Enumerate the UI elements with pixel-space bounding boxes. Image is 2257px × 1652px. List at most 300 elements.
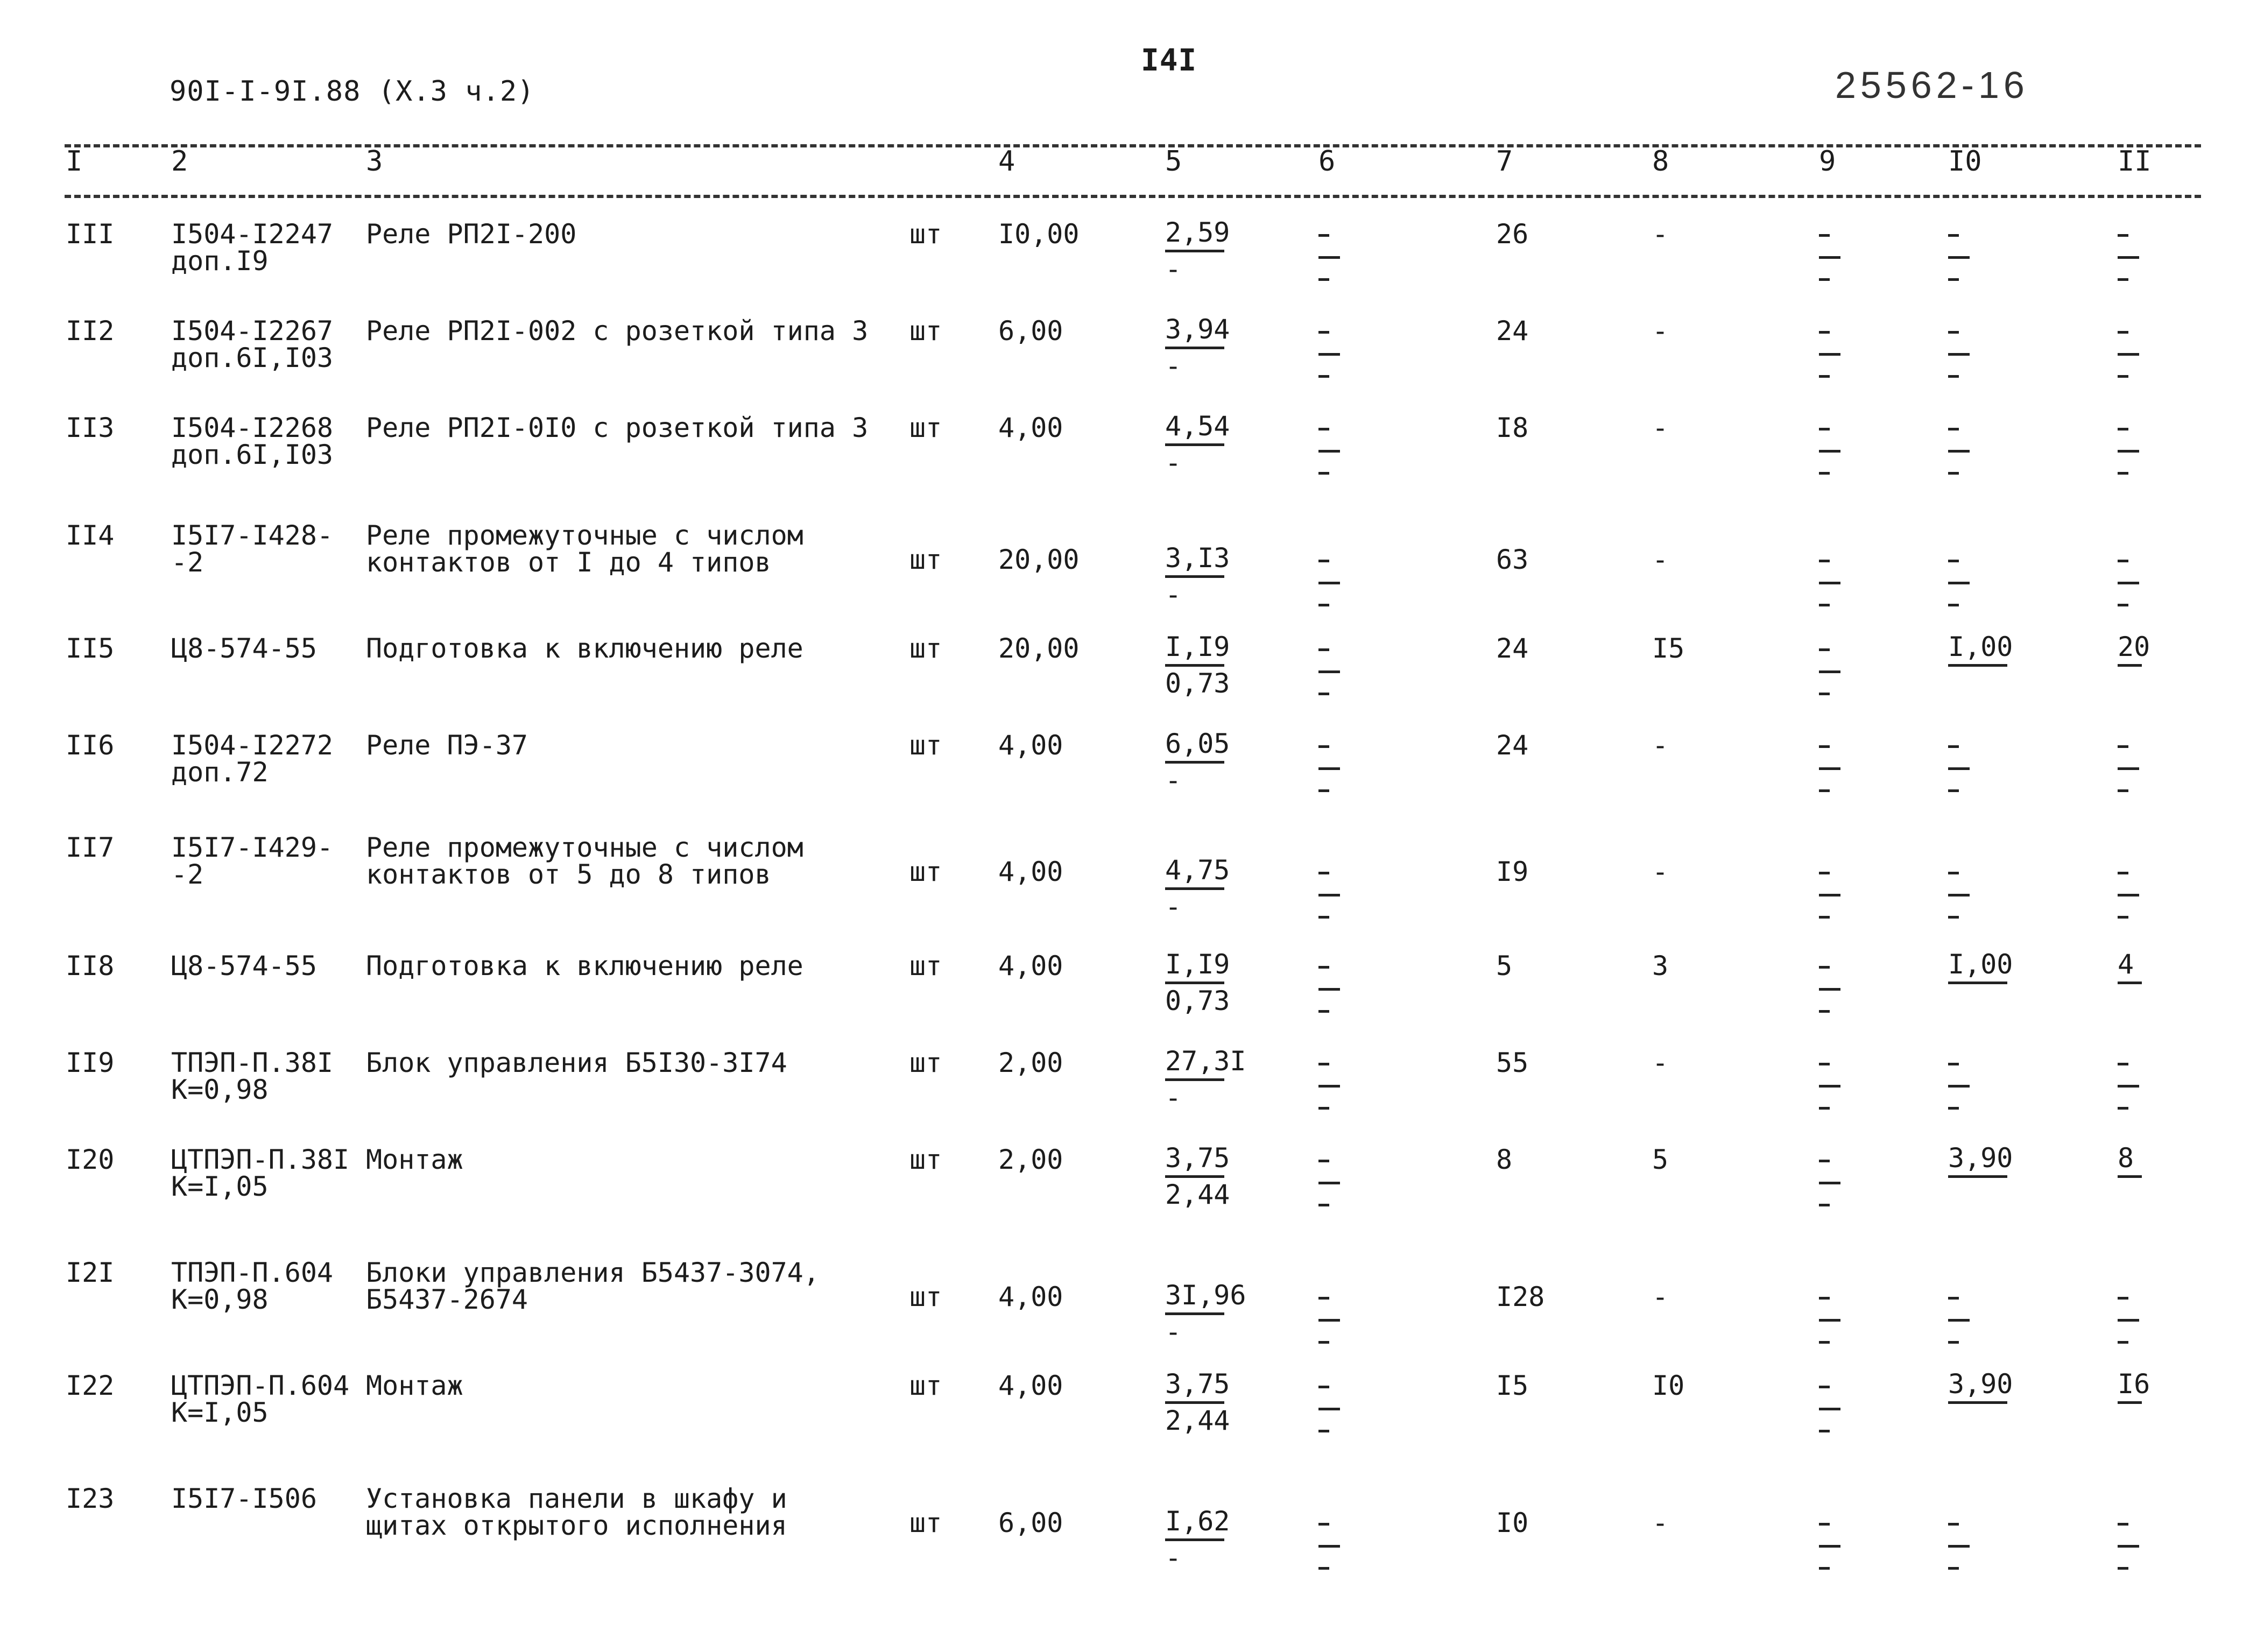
col11-bar xyxy=(2118,1175,2142,1178)
column-header: II xyxy=(2118,145,2152,178)
col7-value: 24 xyxy=(1496,730,1529,761)
dash-mark xyxy=(1948,1319,1970,1322)
dash-mark xyxy=(1819,1386,1830,1388)
unit: шт xyxy=(909,1281,942,1312)
dash-stack xyxy=(1318,648,1340,715)
dash-stack xyxy=(2118,234,2139,300)
dash-mark xyxy=(2118,450,2139,453)
dash-mark xyxy=(1819,670,1840,673)
dash-mark xyxy=(1948,375,1959,378)
fraction-denominator: - xyxy=(1165,253,1182,285)
dash-mark xyxy=(1948,1063,1959,1065)
dash-mark xyxy=(1948,745,1959,748)
fraction-bar xyxy=(1165,1078,1224,1081)
dash-mark xyxy=(1819,353,1840,356)
fraction-numerator: 3,75 xyxy=(1165,1368,1230,1400)
col7-value: I8 xyxy=(1496,412,1529,443)
dash-mark xyxy=(1819,375,1830,378)
column-header: I xyxy=(66,145,83,178)
work-name: Блоки управления Б5437-3074, Б5437-2674 xyxy=(366,1257,820,1315)
dash-mark xyxy=(1948,582,1970,584)
col8-value: - xyxy=(1652,1047,1669,1078)
col11-number: 8 xyxy=(2118,1142,2134,1174)
dash-mark xyxy=(1318,1085,1340,1088)
col10-number: I,00 xyxy=(1948,949,2013,980)
dash-mark xyxy=(1948,916,1959,919)
col7-value: 24 xyxy=(1496,315,1529,347)
dash-stack xyxy=(1948,428,1970,494)
fraction-cell xyxy=(1165,314,1230,382)
dash-stack xyxy=(1318,1160,1340,1226)
col7-value: 55 xyxy=(1496,1047,1529,1078)
dash-mark xyxy=(2118,1297,2128,1300)
quantity: 6,00 xyxy=(998,315,1063,347)
fraction-denominator: - xyxy=(1165,1542,1182,1573)
dash-mark xyxy=(2118,1107,2128,1110)
col11-number: 4 xyxy=(2118,949,2134,980)
col10-value xyxy=(1948,1369,2013,1407)
fraction-cell xyxy=(1165,949,1230,1014)
work-name: Монтаж xyxy=(366,1370,463,1401)
dash-mark xyxy=(2118,560,2128,562)
dash-mark xyxy=(1819,1010,1830,1013)
col8-value: I5 xyxy=(1652,633,1685,664)
dash-mark xyxy=(1948,1341,1959,1344)
dash-stack xyxy=(2118,560,2139,626)
fraction-cell xyxy=(1165,1280,1246,1345)
work-name: Реле РП2I-200 xyxy=(366,218,577,250)
dash-mark xyxy=(1318,745,1329,748)
dash-mark xyxy=(1318,916,1329,919)
col7-value: I28 xyxy=(1496,1281,1545,1312)
col11-value xyxy=(2118,632,2150,670)
dash-mark xyxy=(1318,560,1329,562)
dash-mark xyxy=(1819,1430,1830,1432)
dash-mark xyxy=(1318,450,1340,453)
dash-mark xyxy=(1318,1160,1329,1162)
dash-mark xyxy=(1819,604,1830,606)
col7-value: I0 xyxy=(1496,1507,1529,1538)
col10-bar xyxy=(1948,1401,2007,1404)
dash-mark xyxy=(1318,1010,1329,1013)
fraction-bar xyxy=(1165,1538,1224,1541)
norm-code: ЦТПЭП-П.604 К=I,05 xyxy=(171,1370,350,1428)
column-header: 2 xyxy=(171,145,188,178)
fraction-denominator: - xyxy=(1165,1082,1182,1113)
dash-mark xyxy=(1819,1085,1840,1088)
fraction-bar xyxy=(1165,1312,1224,1315)
dash-mark xyxy=(1819,472,1830,475)
dash-mark xyxy=(1948,1297,1959,1300)
norm-code: I5I7-I506 xyxy=(171,1483,317,1514)
dash-mark xyxy=(1318,234,1329,237)
dash-stack xyxy=(1948,745,1970,811)
unit: шт xyxy=(909,633,942,664)
dash-stack xyxy=(1948,872,1970,938)
fraction-denominator: - xyxy=(1165,447,1182,478)
row-number: II2 xyxy=(66,315,115,347)
fraction-denominator: - xyxy=(1165,891,1182,922)
dash-mark xyxy=(1819,988,1840,991)
dash-stack xyxy=(1819,428,1840,494)
fraction-cell xyxy=(1165,632,1230,697)
dash-mark xyxy=(2118,331,2128,334)
dash-mark xyxy=(1819,966,1830,969)
norm-code: I504-I2268 доп.6I,I03 xyxy=(171,412,334,470)
norm-code: ТПЭП-П.38I К=0,98 xyxy=(171,1047,334,1105)
dash-mark xyxy=(1819,256,1840,259)
fraction-denominator: - xyxy=(1165,350,1182,382)
dash-mark xyxy=(1819,767,1840,770)
row-number: II9 xyxy=(66,1047,115,1078)
col10-value xyxy=(1948,949,2013,987)
col10-number: 3,90 xyxy=(1948,1142,2013,1174)
dash-mark xyxy=(1819,1523,1830,1526)
dash-mark xyxy=(2118,428,2128,430)
dash-mark xyxy=(1819,1408,1840,1410)
col8-value: - xyxy=(1652,218,1669,250)
fraction-denominator: - xyxy=(1165,579,1182,610)
dash-mark xyxy=(1948,472,1959,475)
fraction-cell xyxy=(1165,1506,1230,1571)
dash-stack xyxy=(1819,1523,1840,1589)
fraction-numerator: 3,I3 xyxy=(1165,542,1230,574)
fraction-cell xyxy=(1165,1046,1246,1111)
dash-stack xyxy=(1948,1297,1970,1363)
fraction-bar xyxy=(1165,761,1224,764)
dash-mark xyxy=(2118,1341,2128,1344)
dash-mark xyxy=(2118,1319,2139,1322)
dash-mark xyxy=(1318,966,1329,969)
dash-stack xyxy=(1948,234,1970,300)
dash-mark xyxy=(1318,1204,1329,1206)
column-header: I0 xyxy=(1948,145,1982,178)
dash-mark xyxy=(1819,278,1830,281)
unit: шт xyxy=(909,1507,942,1538)
fraction-bar xyxy=(1165,1401,1224,1404)
col11-value xyxy=(2118,1143,2142,1181)
dash-stack xyxy=(1318,1386,1340,1452)
quantity: 4,00 xyxy=(998,950,1063,982)
col10-number: 3,90 xyxy=(1948,1368,2013,1400)
dash-mark xyxy=(1318,872,1329,874)
unit: шт xyxy=(909,1047,942,1078)
dash-mark xyxy=(1318,648,1329,651)
dash-mark xyxy=(1318,693,1329,695)
dash-mark xyxy=(1948,428,1959,430)
fraction-cell xyxy=(1165,855,1230,920)
dash-mark xyxy=(1948,353,1970,356)
norm-code: Ц8-574-55 xyxy=(171,950,317,982)
dash-mark xyxy=(1318,428,1329,430)
dash-stack xyxy=(1948,560,1970,626)
column-header: 6 xyxy=(1318,145,1336,178)
dash-mark xyxy=(1318,1430,1329,1432)
norm-code: ЦТПЭП-П.38I К=I,05 xyxy=(171,1144,350,1202)
dash-stack xyxy=(1819,648,1840,715)
dash-stack xyxy=(2118,872,2139,938)
col8-value: - xyxy=(1652,1281,1669,1312)
dash-mark xyxy=(1819,693,1830,695)
dash-mark xyxy=(2118,745,2128,748)
col10-value xyxy=(1948,1143,2013,1181)
dash-mark xyxy=(1318,604,1329,606)
quantity: 4,00 xyxy=(998,1370,1063,1401)
col10-value xyxy=(1948,632,2013,670)
dash-stack xyxy=(2118,1297,2139,1363)
dash-mark xyxy=(1948,256,1970,259)
col7-value: 26 xyxy=(1496,218,1529,250)
dash-mark xyxy=(2118,1085,2139,1088)
dash-mark xyxy=(1819,450,1840,453)
dash-stack xyxy=(1948,331,1970,397)
fraction-bar xyxy=(1165,887,1224,890)
unit: шт xyxy=(909,950,942,982)
dash-mark xyxy=(1318,472,1329,475)
dash-mark xyxy=(1318,1545,1340,1548)
quantity: 20,00 xyxy=(998,633,1080,664)
col8-value: - xyxy=(1652,856,1669,887)
dash-mark xyxy=(1318,789,1329,792)
norm-code: I5I7-I429- -2 xyxy=(171,832,334,890)
dash-mark xyxy=(1819,1341,1830,1344)
dash-mark xyxy=(1819,916,1830,919)
dash-mark xyxy=(1819,1160,1830,1162)
unit: шт xyxy=(909,218,942,250)
dash-mark xyxy=(1318,331,1329,334)
dash-stack xyxy=(1819,331,1840,397)
fraction-numerator: 6,05 xyxy=(1165,728,1230,759)
dash-mark xyxy=(1318,894,1340,896)
col11-bar xyxy=(2118,664,2142,667)
col8-value: - xyxy=(1652,315,1669,347)
work-name: Реле промежуточные с числом контактов от 5 до 8 типов xyxy=(366,832,803,890)
dash-mark xyxy=(1948,1085,1970,1088)
dash-stack xyxy=(1318,560,1340,626)
dash-stack xyxy=(1318,331,1340,397)
dash-stack xyxy=(2118,1063,2139,1129)
fraction-numerator: 4,54 xyxy=(1165,411,1230,442)
column-header: 3 xyxy=(366,145,383,178)
dash-stack xyxy=(1318,1297,1340,1363)
dash-mark xyxy=(1948,872,1959,874)
fraction-denominator: 0,73 xyxy=(1165,985,1230,1016)
quantity: 2,00 xyxy=(998,1144,1063,1175)
column-header-row xyxy=(0,145,2257,188)
dash-mark xyxy=(1948,789,1959,792)
dash-mark xyxy=(1318,1567,1329,1570)
col8-value: - xyxy=(1652,412,1669,443)
col10-number: I,00 xyxy=(1948,631,2013,662)
quantity: 4,00 xyxy=(998,856,1063,887)
column-header: 5 xyxy=(1165,145,1182,178)
column-header: 8 xyxy=(1652,145,1669,178)
row-number: II7 xyxy=(66,832,115,863)
work-name: Реле РП2I-0I0 с розеткой типа 3 xyxy=(366,412,869,443)
dash-mark xyxy=(2118,894,2139,896)
dash-stack xyxy=(2118,331,2139,397)
quantity: 4,00 xyxy=(998,1281,1063,1312)
dash-stack xyxy=(1318,1523,1340,1589)
dash-mark xyxy=(1819,1545,1840,1548)
dash-mark xyxy=(1318,375,1329,378)
dash-stack xyxy=(1318,428,1340,494)
dash-mark xyxy=(1318,1523,1329,1526)
dash-mark xyxy=(1948,450,1970,453)
dash-stack xyxy=(1948,1063,1970,1129)
col11-number: I6 xyxy=(2118,1368,2150,1400)
norm-code: Ц8-574-55 xyxy=(171,633,317,664)
col10-bar xyxy=(1948,982,2007,984)
dash-mark xyxy=(1948,278,1959,281)
work-name: Подготовка к включению реле xyxy=(366,950,803,982)
fraction-cell xyxy=(1165,543,1230,608)
dash-mark xyxy=(2118,789,2128,792)
quantity: 4,00 xyxy=(998,412,1063,443)
fraction-denominator: 2,44 xyxy=(1165,1405,1230,1436)
dash-mark xyxy=(1819,1182,1840,1184)
dash-mark xyxy=(1948,894,1970,896)
dash-mark xyxy=(2118,234,2128,237)
dash-mark xyxy=(1318,1297,1329,1300)
dash-mark xyxy=(1318,988,1340,991)
work-name: Реле РП2I-002 с розеткой типа 3 xyxy=(366,315,869,347)
dash-mark xyxy=(1819,1567,1830,1570)
dash-mark xyxy=(1819,1107,1830,1110)
col10-bar xyxy=(1948,664,2007,667)
dash-mark xyxy=(1819,745,1830,748)
dash-stack xyxy=(2118,745,2139,811)
fraction-numerator: 3,94 xyxy=(1165,314,1230,345)
fraction-cell xyxy=(1165,1369,1230,1434)
unit: шт xyxy=(909,730,942,761)
col7-value: 8 xyxy=(1496,1144,1513,1175)
fraction-bar xyxy=(1165,664,1224,667)
dash-mark xyxy=(1819,331,1830,334)
page-number: I4I xyxy=(1141,43,1197,78)
fraction-numerator: 4,75 xyxy=(1165,855,1230,886)
col8-value: - xyxy=(1652,730,1669,761)
dash-mark xyxy=(2118,1545,2139,1548)
fraction-cell xyxy=(1165,411,1230,476)
col11-value xyxy=(2118,949,2142,987)
dash-mark xyxy=(1819,1204,1830,1206)
dash-mark xyxy=(1948,767,1970,770)
fraction-denominator: 2,44 xyxy=(1165,1179,1230,1210)
dash-mark xyxy=(1819,894,1840,896)
dash-mark xyxy=(1318,353,1340,356)
norm-code: I504-I2272 доп.72 xyxy=(171,730,334,788)
column-header: 9 xyxy=(1819,145,1836,178)
quantity: 6,00 xyxy=(998,1507,1063,1538)
document-code: 90I-I-9I.88 (X.3 ч.2) xyxy=(170,75,535,108)
dash-mark xyxy=(2118,1063,2128,1065)
col11-value xyxy=(2118,1369,2150,1407)
dash-mark xyxy=(2118,916,2128,919)
dash-stack xyxy=(1819,560,1840,626)
fraction-denominator: 0,73 xyxy=(1165,668,1230,699)
dash-mark xyxy=(1948,604,1959,606)
dash-mark xyxy=(1819,582,1840,584)
quantity: 4,00 xyxy=(998,730,1063,761)
fraction-numerator: 27,3I xyxy=(1165,1046,1246,1077)
norm-code: I5I7-I428- -2 xyxy=(171,520,334,578)
dash-mark xyxy=(1318,1063,1329,1065)
col8-value: I0 xyxy=(1652,1370,1685,1401)
unit: шт xyxy=(909,315,942,347)
dash-mark xyxy=(1948,560,1959,562)
norm-code: I504-I2267 доп.6I,I03 xyxy=(171,315,334,373)
row-number: II3 xyxy=(66,412,115,443)
dash-mark xyxy=(1819,1319,1840,1322)
col11-number: 20 xyxy=(2118,631,2150,662)
dash-mark xyxy=(1318,670,1340,673)
dash-stack xyxy=(1819,872,1840,938)
dash-mark xyxy=(1948,1567,1959,1570)
fraction-numerator: 3I,96 xyxy=(1165,1280,1246,1311)
dash-mark xyxy=(1318,1182,1340,1184)
dash-mark xyxy=(2118,1523,2128,1526)
dash-mark xyxy=(1948,1523,1959,1526)
archive-number: 25562-16 xyxy=(1835,64,2029,106)
row-number: II6 xyxy=(66,730,115,761)
fraction-bar xyxy=(1165,575,1224,578)
col10-bar xyxy=(1948,1175,2007,1178)
dash-stack xyxy=(1819,1160,1840,1226)
dash-mark xyxy=(2118,1567,2128,1570)
dash-mark xyxy=(1819,872,1830,874)
dash-mark xyxy=(1948,331,1959,334)
col7-value: 63 xyxy=(1496,544,1529,575)
row-number: III xyxy=(66,218,115,250)
fraction-bar xyxy=(1165,443,1224,446)
dash-mark xyxy=(1318,767,1340,770)
fraction-bar xyxy=(1165,250,1224,252)
fraction-cell xyxy=(1165,1143,1230,1208)
dash-mark xyxy=(2118,353,2139,356)
col7-value: I5 xyxy=(1496,1370,1529,1401)
row-number: I22 xyxy=(66,1370,115,1401)
fraction-numerator: I,62 xyxy=(1165,1506,1230,1537)
dash-mark xyxy=(1318,1319,1340,1322)
dash-mark xyxy=(1948,1107,1959,1110)
dash-stack xyxy=(1318,745,1340,811)
col7-value: I9 xyxy=(1496,856,1529,887)
dash-stack xyxy=(1819,745,1840,811)
column-header: 4 xyxy=(998,145,1015,178)
dash-mark xyxy=(1318,1408,1340,1410)
work-name: Реле промежуточные с числом контактов от I до 4 типов xyxy=(366,520,803,578)
dash-stack xyxy=(1318,872,1340,938)
unit: шт xyxy=(909,544,942,575)
fraction-bar xyxy=(1165,982,1224,984)
norm-code: ТПЭП-П.604 К=0,98 xyxy=(171,1257,334,1315)
dash-mark xyxy=(1318,1107,1329,1110)
dash-stack xyxy=(2118,1523,2139,1589)
row-number: I20 xyxy=(66,1144,115,1175)
dash-mark xyxy=(1318,256,1340,259)
row-number: I23 xyxy=(66,1483,115,1514)
work-name: Подготовка к включению реле xyxy=(366,633,803,664)
dash-mark xyxy=(1819,234,1830,237)
dash-stack xyxy=(1819,966,1840,1032)
unit: шт xyxy=(909,856,942,887)
dash-mark xyxy=(1318,1341,1329,1344)
unit: шт xyxy=(909,1370,942,1401)
unit: шт xyxy=(909,412,942,443)
dash-mark xyxy=(2118,872,2128,874)
row-number: II4 xyxy=(66,520,115,551)
